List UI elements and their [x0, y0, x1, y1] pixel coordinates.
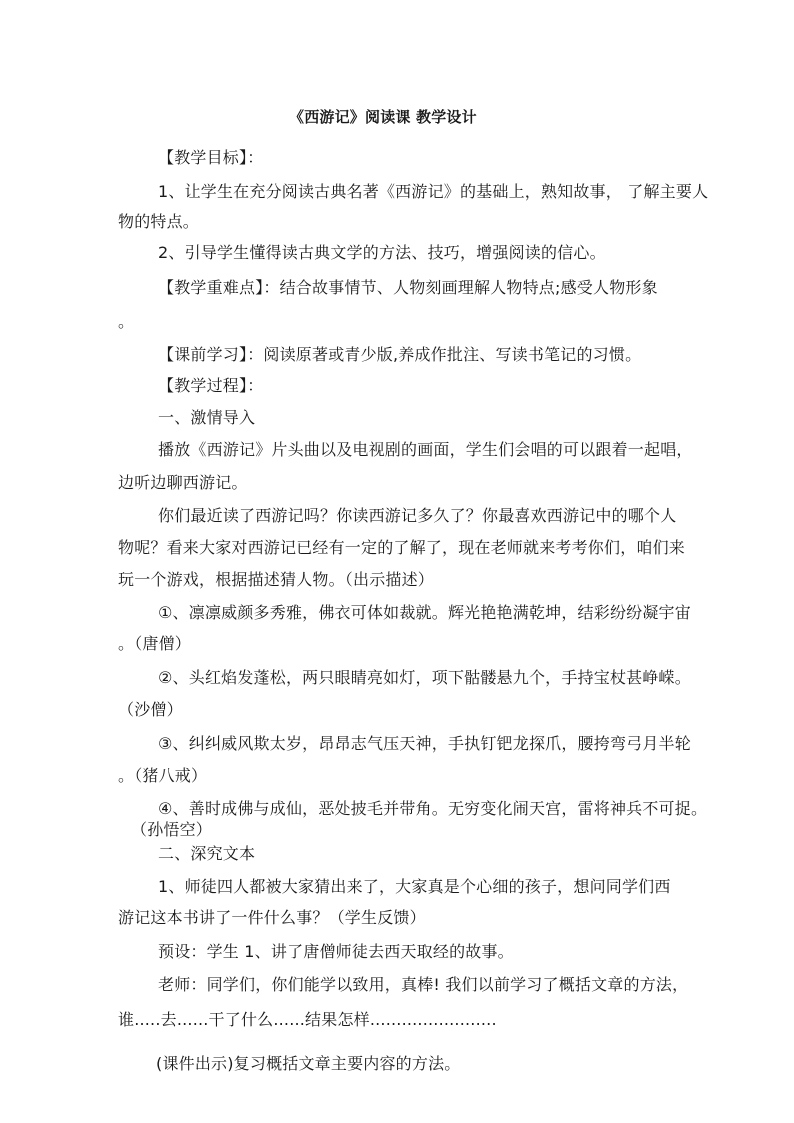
clue-4-line-2: （孙悟空） [131, 820, 213, 839]
question-line-3: 玩一个游戏，根据描述猜人物。（出示描述） [118, 570, 435, 589]
objective-1-line-2: 物的特点。 [118, 212, 200, 231]
clue-2-line-1: ②、头红焰发蓬松，两只眼睛亮如灯，项下骷髅悬九个，手持宝杖甚峥嵘。 [158, 668, 691, 687]
objective-2: 2、引导学生懂得读古典文学的方法、技巧，增强阅读的信心。 [158, 243, 606, 262]
courseware-line: (课件出示)复习概括文章主要内容的方法。 [156, 1054, 461, 1073]
intro-line-2: 边听边聊西游记。 [118, 473, 248, 492]
question-line-1: 你们最近读了西游记吗？你读西游记多久了？你最喜欢西游记中的哪个人 [158, 506, 677, 525]
clue-3-line-2: 。（猪八戒） [118, 766, 208, 785]
clue-1-line-1: ①、凛凛威颜多秀雅，佛衣可体如裁就。辉光艳艳满乾坤，结彩纷纷凝宇宙 [158, 603, 691, 622]
section-2-heading: 二、深究文本 [158, 844, 256, 863]
section-1-heading: 一、激情导入 [158, 408, 256, 427]
prestudy: 【课前学习】：阅读原著或青少版,养成作批注、写读书笔记的习惯。 [158, 345, 642, 364]
explore-line-2: 游记这本书讲了一件什么事？（学生反馈） [118, 908, 426, 927]
process-heading: 【教学过程】： [158, 376, 264, 395]
clue-4-line-1: ④、善时成佛与成仙，恶处披毛并带角。无穷变化闹天宫，雷将神兵不可捉。 [158, 799, 708, 818]
objectives-heading: 【教学目标】： [158, 148, 264, 167]
intro-line-1: 播放《西游记》片头曲以及电视剧的画面，学生们会唱的可以跟着一起唱， [158, 440, 693, 459]
question-line-2: 物呢？看来大家对西游记已经有一定的了解了，现在老师就来考考你们，咱们来 [118, 538, 686, 557]
difficulty-line-1: 【教学重难点】：结合故事情节、人物刻画理解人物特点;感受人物形象 [158, 278, 658, 297]
clue-3-line-1: ③、纠纠威风欺太岁，昂昂志气压天神，手执钉钯龙探爪，腰挎弯弓月半轮 [158, 734, 691, 753]
preset-line: 预设：学生 1、讲了唐僧师徒去西天取经的故事。 [158, 942, 514, 961]
document-title: 《西游记》阅读课 教学设计 [289, 108, 477, 126]
explore-line-1: 1、师徒四人都被大家猜出来了，大家真是个心细的孩子，想问同学们西 [158, 877, 671, 896]
objective-1-line-1: 1、让学生在充分阅读古典名著《西游记》的基础上，熟知故事， 了解主要人 [158, 182, 709, 201]
teacher-line-2: 谁.....去......干了什么......结果怎样........................ [118, 1010, 497, 1029]
teacher-line-1: 老师：同学们，你们能学以致用，真棒! 我们以前学习了概括文章的方法， [158, 975, 689, 994]
clue-1-line-2: 。（唐僧） [118, 634, 192, 653]
difficulty-line-2: 。 [118, 312, 135, 331]
clue-2-line-2: （沙僧） [118, 700, 183, 719]
